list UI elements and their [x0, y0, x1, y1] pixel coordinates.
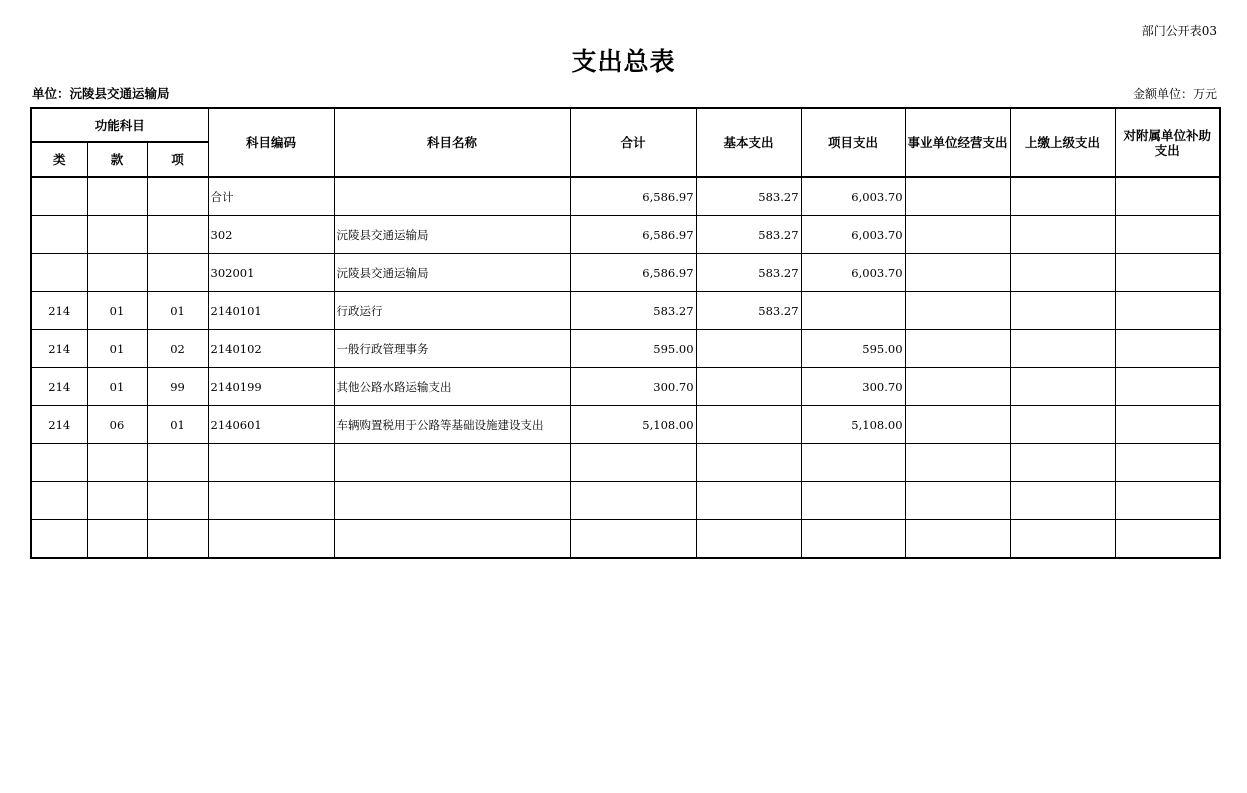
cell-code: 302001 [208, 254, 334, 292]
cell-xiang [147, 254, 208, 292]
header-code: 科目编码 [208, 108, 334, 177]
cell-total: 6,586.97 [570, 216, 696, 254]
cell-total: 583.27 [570, 292, 696, 330]
cell-business [905, 444, 1010, 482]
cell-code: 2140601 [208, 406, 334, 444]
cell-xiang [147, 444, 208, 482]
cell-xiang [147, 520, 208, 559]
cell-lei [31, 254, 87, 292]
cell-business [905, 292, 1010, 330]
table-row [31, 177, 1220, 216]
cell-lei: 214 [31, 406, 87, 444]
cell-upper [1010, 482, 1115, 520]
cell-project: 6,003.70 [801, 254, 905, 292]
cell-basic [696, 330, 801, 368]
cell-subsidy [1115, 177, 1220, 216]
header-xiang: 项 [147, 142, 208, 177]
cell-subsidy [1115, 368, 1220, 406]
cell-project: 6,003.70 [801, 177, 905, 216]
form-code: 部门公开表03 [1141, 24, 1217, 38]
cell-upper [1010, 330, 1115, 368]
cell-kuan: 01 [87, 330, 147, 368]
cell-lei [31, 520, 87, 559]
cell-lei: 214 [31, 330, 87, 368]
cell-kuan: 06 [87, 406, 147, 444]
cell-business [905, 216, 1010, 254]
cell-name: 其他公路水路运输支出 [334, 368, 570, 406]
cell-project: 595.00 [801, 330, 905, 368]
cell-total [570, 520, 696, 559]
cell-code [208, 482, 334, 520]
expenditure-table [30, 107, 1221, 559]
cell-total: 5,108.00 [570, 406, 696, 444]
header-name: 科目名称 [334, 108, 570, 177]
cell-name [334, 177, 570, 216]
cell-kuan: 01 [87, 368, 147, 406]
cell-business [905, 330, 1010, 368]
cell-upper [1010, 368, 1115, 406]
cell-basic [696, 444, 801, 482]
cell-upper [1010, 444, 1115, 482]
table-row [31, 444, 1220, 482]
cell-code: 302 [208, 216, 334, 254]
cell-total [570, 444, 696, 482]
cell-basic: 583.27 [696, 216, 801, 254]
cell-name: 沅陵县交通运输局 [334, 254, 570, 292]
cell-name [334, 482, 570, 520]
cell-upper [1010, 292, 1115, 330]
cell-code: 2140199 [208, 368, 334, 406]
cell-project [801, 520, 905, 559]
cell-code: 合计 [208, 177, 334, 216]
cell-project [801, 482, 905, 520]
header-subsidy: 对附属单位补助支出 [1115, 108, 1220, 177]
cell-subsidy [1115, 254, 1220, 292]
cell-basic [696, 406, 801, 444]
cell-basic: 583.27 [696, 254, 801, 292]
table-row [31, 368, 1220, 406]
cell-business [905, 368, 1010, 406]
cell-kuan [87, 482, 147, 520]
cell-basic [696, 520, 801, 559]
cell-xiang: 01 [147, 406, 208, 444]
cell-code [208, 444, 334, 482]
unit-label: 单位：沅陵县交通运输局 [32, 86, 170, 101]
table-row [31, 482, 1220, 520]
cell-code: 2140102 [208, 330, 334, 368]
cell-total: 6,586.97 [570, 254, 696, 292]
cell-project: 300.70 [801, 368, 905, 406]
cell-business [905, 406, 1010, 444]
cell-code [208, 520, 334, 559]
table-header [31, 108, 1220, 177]
header-business: 事业单位经营支出 [905, 108, 1010, 177]
cell-name [334, 520, 570, 559]
cell-total: 300.70 [570, 368, 696, 406]
cell-kuan: 01 [87, 292, 147, 330]
header-upper: 上缴上级支出 [1010, 108, 1115, 177]
page-title: 支出总表 [571, 47, 676, 76]
cell-name: 车辆购置税用于公路等基础设施建设支出 [334, 406, 570, 444]
cell-basic [696, 482, 801, 520]
cell-subsidy [1115, 216, 1220, 254]
cell-lei [31, 216, 87, 254]
header-total: 合计 [570, 108, 696, 177]
table-row [31, 216, 1220, 254]
cell-kuan [87, 520, 147, 559]
cell-subsidy [1115, 444, 1220, 482]
cell-code: 2140101 [208, 292, 334, 330]
header-project: 项目支出 [801, 108, 905, 177]
cell-kuan [87, 254, 147, 292]
cell-xiang: 99 [147, 368, 208, 406]
cell-xiang: 01 [147, 292, 208, 330]
cell-basic [696, 368, 801, 406]
cell-business [905, 520, 1010, 559]
header-kuan: 款 [87, 142, 147, 177]
cell-upper [1010, 216, 1115, 254]
cell-subsidy [1115, 482, 1220, 520]
cell-total: 595.00 [570, 330, 696, 368]
table-body [31, 177, 1220, 558]
cell-lei: 214 [31, 292, 87, 330]
table-row [31, 292, 1220, 330]
cell-subsidy [1115, 330, 1220, 368]
cell-subsidy [1115, 406, 1220, 444]
header-basic: 基本支出 [696, 108, 801, 177]
cell-upper [1010, 254, 1115, 292]
cell-business [905, 482, 1010, 520]
header-func-subject: 功能科目 [31, 108, 208, 142]
cell-project: 5,108.00 [801, 406, 905, 444]
cell-lei: 214 [31, 368, 87, 406]
cell-subsidy [1115, 292, 1220, 330]
cell-name: 沅陵县交通运输局 [334, 216, 570, 254]
cell-xiang [147, 177, 208, 216]
cell-kuan [87, 444, 147, 482]
cell-business [905, 177, 1010, 216]
cell-xiang: 02 [147, 330, 208, 368]
cell-total: 6,586.97 [570, 177, 696, 216]
cell-basic: 583.27 [696, 177, 801, 216]
cell-project [801, 292, 905, 330]
cell-name: 行政运行 [334, 292, 570, 330]
cell-project: 6,003.70 [801, 216, 905, 254]
cell-subsidy [1115, 520, 1220, 559]
table-row [31, 406, 1220, 444]
cell-lei [31, 482, 87, 520]
table-row [31, 520, 1220, 559]
cell-upper [1010, 520, 1115, 559]
cell-business [905, 254, 1010, 292]
cell-basic: 583.27 [696, 292, 801, 330]
header-lei: 类 [31, 142, 87, 177]
cell-lei [31, 177, 87, 216]
cell-project [801, 444, 905, 482]
cell-kuan [87, 216, 147, 254]
cell-kuan [87, 177, 147, 216]
cell-xiang [147, 482, 208, 520]
cell-name [334, 444, 570, 482]
cell-name: 一般行政管理事务 [334, 330, 570, 368]
cell-upper [1010, 406, 1115, 444]
table-row [31, 330, 1220, 368]
cell-lei [31, 444, 87, 482]
cell-total [570, 482, 696, 520]
cell-upper [1010, 177, 1115, 216]
cell-xiang [147, 216, 208, 254]
table-row [31, 254, 1220, 292]
amount-unit-label: 金额单位：万元 [1132, 87, 1217, 101]
